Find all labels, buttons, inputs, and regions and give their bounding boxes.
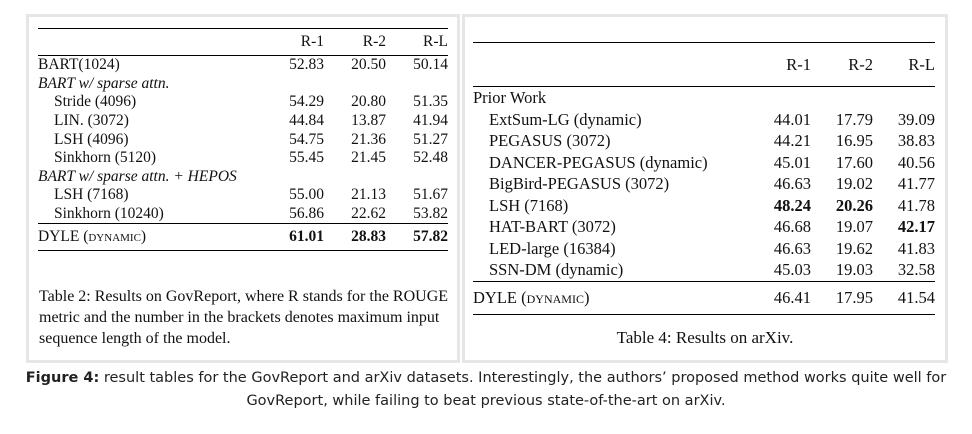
table2-header-method — [38, 29, 262, 56]
table-row — [38, 93, 448, 112]
table-row — [38, 205, 448, 224]
figure-caption — [12, 367, 960, 413]
table2-caption: Table 2: Results on GovReport, where R stands for the ROUGE metric and the number in the brackets denotes maximum input sequence length of the model. — [39, 288, 449, 347]
row-label: DANCER-PEGASUS (dynamic) — [489, 152, 708, 172]
row-label: BART(1024) — [38, 56, 120, 74]
row-r1: 46.63 — [773, 238, 811, 258]
row-r1: 61.01 — [289, 228, 324, 246]
row-rl: 41.78 — [897, 195, 935, 215]
row-r2: 17.95 — [835, 288, 873, 307]
row-r2: 19.02 — [835, 174, 873, 194]
table-row — [38, 56, 448, 75]
table-group-row — [38, 75, 448, 94]
row-rl: 40.56 — [897, 152, 935, 172]
row-rl: 51.67 — [413, 186, 448, 204]
figure-text: result tables for the GovReport and arXiv datasets. Interestingly, the authors’ proposed method works quite well for GovReport, while failing to beat previous state-of-the-art on arXiv. — [103, 370, 947, 409]
table4-header-row — [473, 43, 935, 87]
row-rl: 39.09 — [897, 109, 935, 129]
table-row — [38, 130, 448, 149]
row-r2: 16.95 — [835, 131, 873, 151]
row-r1: 45.03 — [773, 260, 811, 280]
row-rl: 51.35 — [413, 93, 448, 111]
table2-header-rl: R-L — [423, 33, 448, 50]
row-rl: 41.83 — [897, 238, 935, 258]
row-label: DYLE (dynamic) — [473, 288, 590, 307]
table4-header-rl: R-L — [908, 54, 935, 74]
row-r1: 44.01 — [773, 109, 811, 129]
table4-header-r1: R-1 — [786, 54, 811, 74]
row-label: Stride (4096) — [54, 93, 137, 111]
row-rl: 57.82 — [413, 228, 448, 246]
figure-label: Figure 4: — [25, 370, 100, 386]
row-r1: 44.21 — [773, 131, 811, 151]
table-row-dyle — [473, 281, 935, 314]
row-label: LED-large (16384) — [489, 238, 616, 258]
table-row — [473, 195, 935, 217]
table4-caption: Table 4: Results on arXiv. — [616, 328, 794, 347]
row-rl: 38.83 — [897, 131, 935, 151]
table-row — [38, 149, 448, 168]
row-rl: 52.48 — [413, 149, 448, 167]
row-r1: 46.63 — [773, 174, 811, 194]
row-r1: 54.75 — [289, 130, 324, 148]
row-r2: 19.07 — [835, 217, 873, 237]
row-rl: 41.94 — [413, 112, 448, 130]
row-label: ExtSum-LG (dynamic) — [489, 109, 642, 129]
row-r1: 46.41 — [773, 288, 811, 307]
row-r2: 20.80 — [351, 93, 386, 111]
row-label: Sinkhorn (10240) — [54, 205, 164, 223]
row-r2: 17.60 — [835, 152, 873, 172]
row-label: LSH (4096) — [54, 130, 129, 148]
row-r2: 20.26 — [835, 195, 873, 215]
table2 — [38, 28, 448, 251]
row-rl: 42.17 — [897, 217, 935, 237]
table-group-row — [38, 168, 448, 187]
table-row — [473, 152, 935, 174]
table-row — [473, 216, 935, 238]
row-r2: 19.03 — [835, 260, 873, 280]
table2-header-row — [38, 29, 448, 56]
row-label: PEGASUS (3072) — [489, 131, 611, 151]
row-r2: 21.36 — [351, 130, 386, 148]
row-r1: 54.29 — [289, 93, 324, 111]
table-row — [473, 130, 935, 152]
row-r2: 17.79 — [835, 109, 873, 129]
row-r2: 20.50 — [351, 56, 386, 74]
row-r2: 22.62 — [351, 205, 386, 223]
table4-panel — [462, 14, 948, 363]
row-label: Sinkhorn (5120) — [54, 149, 157, 167]
row-r1: 55.00 — [289, 186, 324, 204]
table-row-dyle — [38, 224, 448, 251]
table-group-row — [473, 87, 935, 109]
table4 — [473, 42, 935, 315]
row-r2: 21.13 — [351, 186, 386, 204]
table-row — [473, 238, 935, 260]
row-r2: 28.83 — [351, 228, 386, 246]
row-label: HAT-BART (3072) — [489, 217, 616, 237]
table-row — [473, 259, 935, 281]
table-row — [473, 173, 935, 195]
row-r1: 52.83 — [289, 56, 324, 74]
row-label: BigBird-PEGASUS (3072) — [489, 174, 670, 194]
row-rl: 50.14 — [413, 56, 448, 74]
table-row — [38, 186, 448, 205]
row-label: LSH (7168) — [489, 195, 569, 215]
row-r2: 19.62 — [835, 238, 873, 258]
table2-panel — [26, 14, 460, 363]
group-label: BART w/ sparse attn. — [38, 74, 170, 92]
table4-header-r2: R-2 — [848, 54, 873, 74]
table4-header-method — [473, 43, 749, 87]
row-label: DYLE (dynamic) — [38, 228, 147, 246]
group-label: BART w/ sparse attn. + HEPOS — [38, 167, 237, 185]
row-rl: 41.54 — [897, 288, 935, 307]
row-label: LSH (7168) — [54, 186, 129, 204]
row-r1: 44.84 — [289, 112, 324, 130]
row-r1: 45.01 — [773, 152, 811, 172]
row-r2: 21.45 — [351, 149, 386, 167]
table-row — [38, 112, 448, 131]
row-label: SSN-DM (dynamic) — [489, 260, 624, 280]
row-rl: 51.27 — [413, 130, 448, 148]
row-rl: 32.58 — [897, 260, 935, 280]
table2-header-r1: R-1 — [300, 33, 324, 50]
row-r1: 48.24 — [773, 195, 811, 215]
row-rl: 41.77 — [897, 174, 935, 194]
group-label: Prior Work — [473, 88, 547, 108]
row-r1: 46.68 — [773, 217, 811, 237]
row-r1: 55.45 — [289, 149, 324, 167]
row-r1: 56.86 — [289, 205, 324, 223]
row-r2: 13.87 — [351, 112, 386, 130]
row-label: LIN. (3072) — [54, 112, 129, 130]
table-row — [473, 109, 935, 131]
row-rl: 53.82 — [413, 205, 448, 223]
table2-header-r2: R-2 — [362, 33, 386, 50]
